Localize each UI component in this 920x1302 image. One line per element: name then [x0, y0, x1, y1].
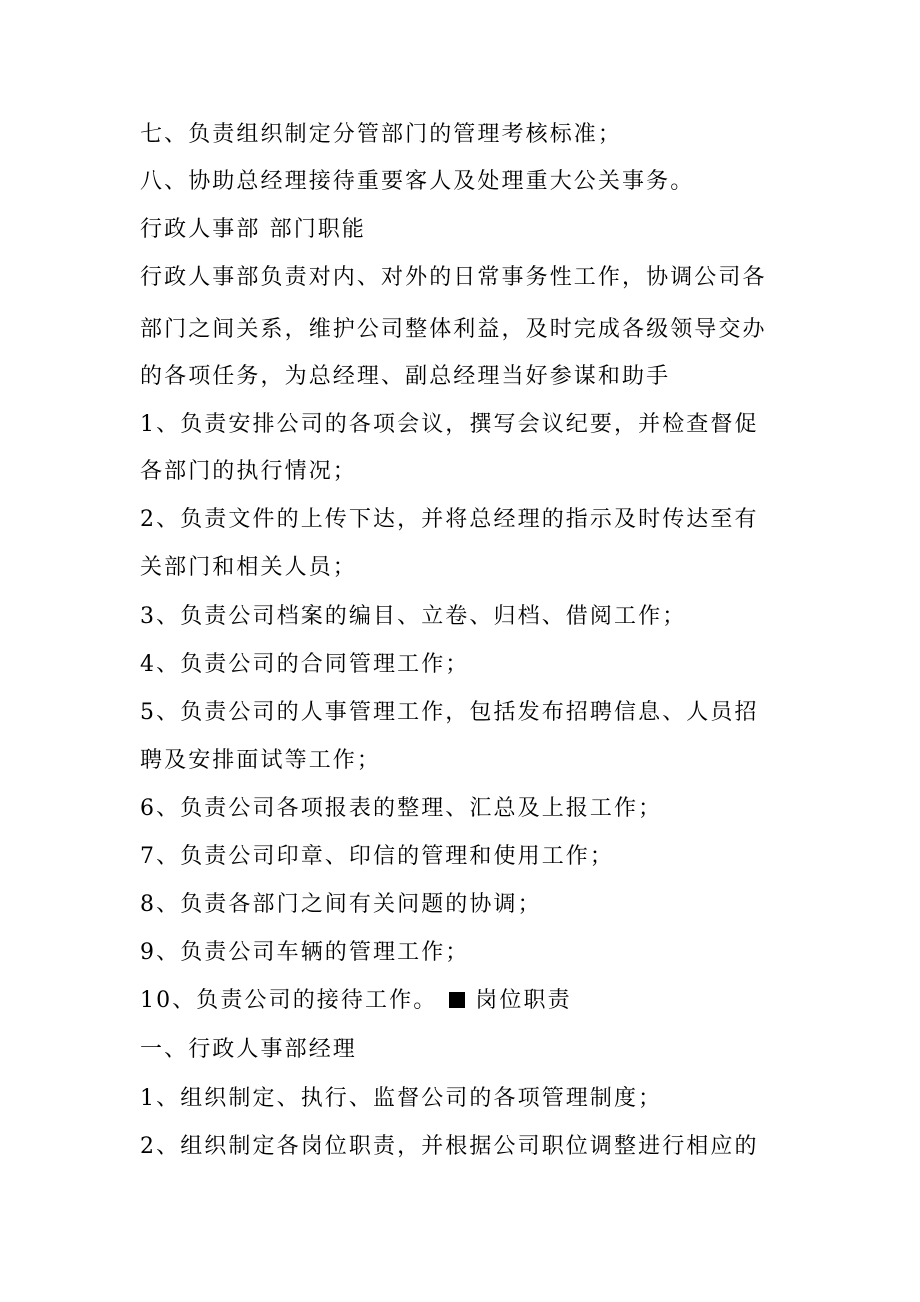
text-line: 8、负责各部门之间有关问题的协调；: [140, 892, 542, 917]
text-line: 聘及安排面试等工作；: [140, 748, 382, 773]
text-line: 各部门的执行情况；: [140, 459, 357, 484]
text-line: 的各项任务，为总经理、副总经理当好参谋和助手: [140, 364, 671, 389]
text-line: 八、协助总经理接待重要客人及处理重大公关事务。: [140, 169, 695, 194]
section-heading: 岗位职责: [475, 988, 572, 1013]
text-line: 2、负责文件的上传下达，并将总经理的指示及时传达至有: [140, 507, 759, 532]
text-line: 9、负责公司车辆的管理工作；: [140, 940, 470, 965]
text-line: 七、负责组织制定分管部门的管理考核标准；: [140, 122, 623, 147]
text-line: 部门之间关系，维护公司整体利益，及时完成各级领导交办: [140, 317, 767, 342]
text-line-part: 10、负责公司的接待工作。: [140, 988, 438, 1013]
text-line: 4、负责公司的合同管理工作；: [140, 652, 470, 677]
text-line: 5、负责公司的人事管理工作，包括发布招聘信息、人员招: [140, 700, 759, 725]
text-line: 1、组织制定、执行、监督公司的各项管理制度；: [140, 1086, 663, 1111]
section-heading: 行政人事部 部门职能: [140, 217, 366, 242]
text-line: 1、负责安排公司的各项会议，撰写会议纪要，并检查督促: [140, 412, 759, 437]
text-line: 行政人事部负责对内、对外的日常事务性工作，协调公司各: [140, 265, 767, 290]
text-line: 7、负责公司印章、印信的管理和使用工作；: [140, 844, 614, 869]
text-line: 2、组织制定各岗位职责，并根据公司职位调整进行相应的: [140, 1134, 759, 1159]
text-line: 6、负责公司各项报表的整理、汇总及上报工作；: [140, 796, 663, 821]
black-square-icon: [449, 992, 465, 1008]
text-line: 关部门和相关人员；: [140, 555, 357, 580]
section-heading: 一、行政人事部经理: [140, 1037, 357, 1062]
text-line: [140, 984, 790, 1018]
text-line: 3、负责公司档案的编目、立卷、归档、借阅工作；: [140, 604, 687, 629]
